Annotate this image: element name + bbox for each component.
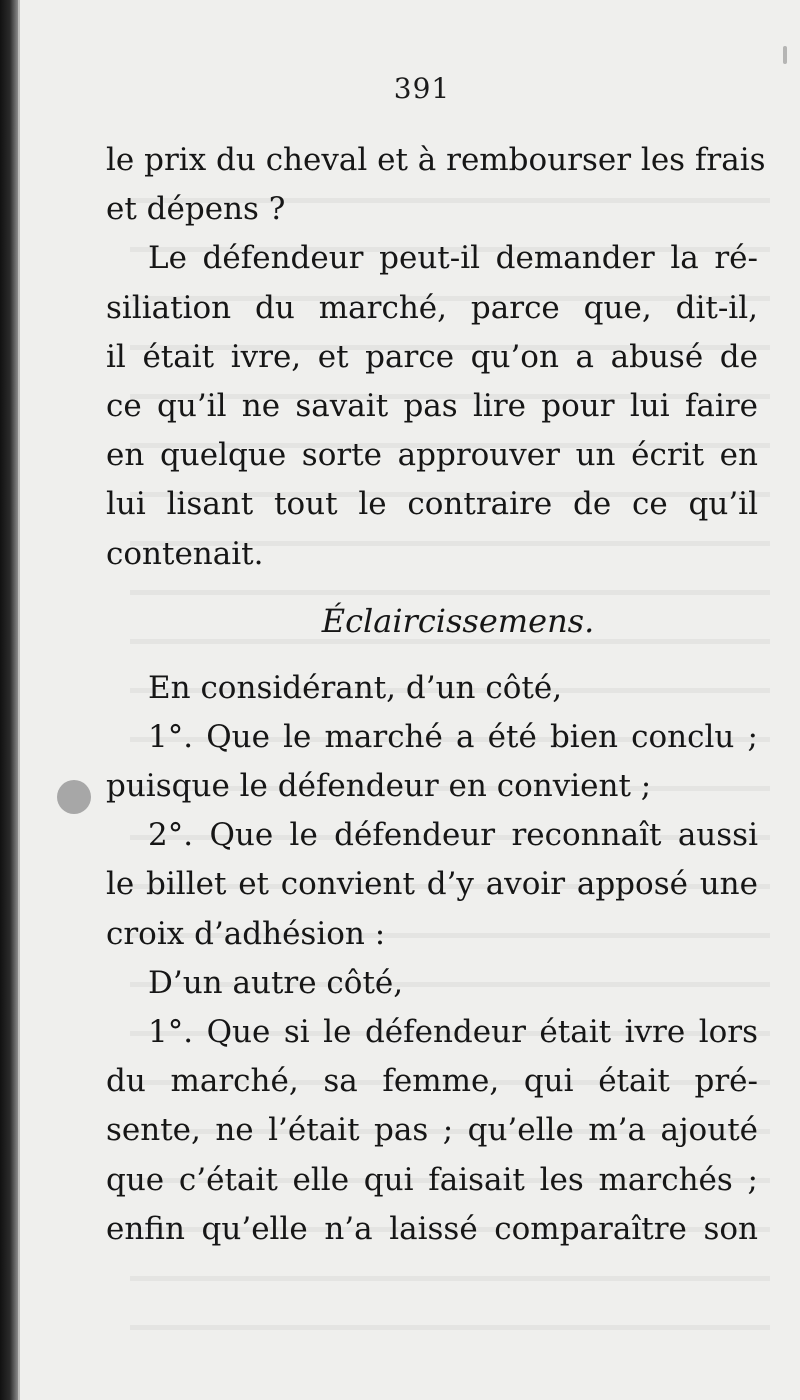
page-text (106, 136, 766, 1254)
text-line: que c’était elle qui faisait les marchés ; (106, 1161, 758, 1198)
section-heading: Éclaircissemens. (321, 601, 595, 640)
text-line: 1°. Que le marché a été bien conclu ; (148, 718, 758, 755)
text-line: 1°. Que si le défendeur était ivre lors (148, 1014, 758, 1050)
text-line: puisque le défendeur en convient ; (106, 768, 652, 805)
ink-smudge (57, 780, 91, 814)
text-line: il était ivre, et parce qu’on a abusé de (106, 338, 758, 375)
text-line: croix d’adhésion : (106, 915, 386, 952)
text-line: contenait. (106, 535, 264, 572)
text-line: sente, ne l’était pas ; qu’elle m’a ajouté (106, 1112, 758, 1149)
text-line: ce qu’il ne savait pas lire pour lui faire (106, 387, 758, 424)
text-line: et dépens ? (106, 191, 286, 228)
book-page (18, 0, 800, 1400)
paper-speck (783, 46, 787, 64)
text-line: 2°. Que le défendeur reconnaît aussi (148, 817, 758, 854)
text-line: le prix du cheval et à rembourser les frais (106, 142, 766, 178)
text-line: le billet et convient d’y avoir apposé une (106, 866, 758, 903)
text-line: du marché, sa femme, qui était pré- (106, 1063, 758, 1100)
page-number: 391 (393, 72, 451, 105)
text-line: D’un autre côté, (148, 964, 404, 1001)
text-line: lui lisant tout le contraire de ce qu’il (106, 486, 758, 523)
text-line: siliation du marché, parce que, dit-il, (106, 289, 758, 326)
text-line: En considérant, d’un côté, (148, 669, 563, 706)
book-gutter-shadow (0, 0, 18, 1400)
text-line: enfin qu’elle n’a laissé comparaître son (106, 1210, 758, 1247)
text-line: Le défendeur peut-il demander la ré- (148, 240, 758, 277)
text-line: en quelque sorte approuver un écrit en (106, 437, 758, 474)
